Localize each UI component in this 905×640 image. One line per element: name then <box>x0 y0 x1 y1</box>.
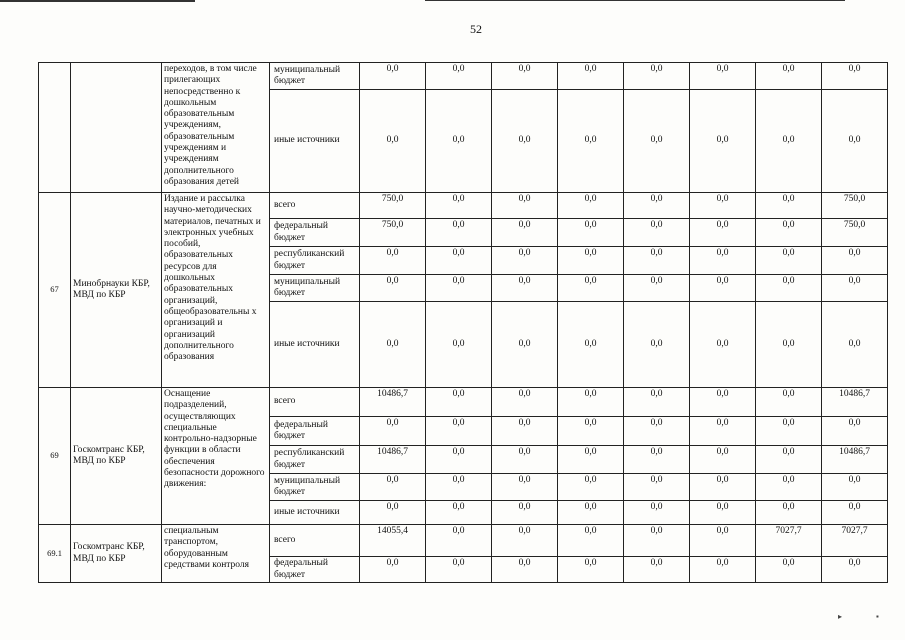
table-row <box>39 193 888 219</box>
amount-cell: 0,0 <box>558 302 624 388</box>
scan-speck: ▪ <box>876 612 879 621</box>
table-row <box>39 525 888 557</box>
amount-cell: 0,0 <box>822 63 888 90</box>
event-description: переходов, в том числе прилегающих непосредственно к дошкольным образовательным учреждениям, образовательным учреждениям и учреждениям дополнительного образования детей <box>162 63 270 193</box>
amount-cell: 0,0 <box>426 63 492 90</box>
amount-cell: 0,0 <box>426 247 492 275</box>
amount-cell: 0,0 <box>558 247 624 275</box>
amount-cell: 0,0 <box>822 247 888 275</box>
amount-cell: 0,0 <box>624 193 690 219</box>
funding-source: федеральный бюджет <box>270 557 360 583</box>
amount-cell: 0,0 <box>624 446 690 474</box>
amount-cell: 0,0 <box>558 501 624 525</box>
amount-cell: 0,0 <box>624 247 690 275</box>
amount-cell: 0,0 <box>624 388 690 417</box>
amount-cell: 0,0 <box>492 193 558 219</box>
amount-cell: 0,0 <box>492 275 558 302</box>
top-rule-left <box>0 0 195 2</box>
amount-cell: 0,0 <box>360 275 426 302</box>
amount-cell: 0,0 <box>756 388 822 417</box>
amount-cell: 0,0 <box>426 275 492 302</box>
funding-source: республиканский бюджет <box>270 247 360 275</box>
amount-cell: 0,0 <box>360 90 426 193</box>
amount-cell: 0,0 <box>426 417 492 446</box>
amount-cell: 0,0 <box>558 193 624 219</box>
amount-cell: 0,0 <box>558 446 624 474</box>
amount-cell: 0,0 <box>492 501 558 525</box>
funding-source: иные источники <box>270 501 360 525</box>
amount-cell: 0,0 <box>426 474 492 501</box>
amount-cell: 0,0 <box>756 446 822 474</box>
amount-cell: 14055,4 <box>360 525 426 557</box>
amount-cell: 0,0 <box>426 193 492 219</box>
amount-cell: 0,0 <box>822 501 888 525</box>
event-description: Издание и рассылка научно-методических материалов, печатных и электронных учебных пособий, образовательных ресурсов для дошкольных образовательных организаций, общеобразовательны х организаций и организаций дополнительного образования <box>162 193 270 388</box>
funding-source: иные источники <box>270 90 360 193</box>
amount-cell: 7027,7 <box>756 525 822 557</box>
amount-cell: 0,0 <box>822 474 888 501</box>
amount-cell: 0,0 <box>690 90 756 193</box>
amount-cell: 0,0 <box>756 557 822 583</box>
amount-cell: 0,0 <box>492 63 558 90</box>
amount-cell: 0,0 <box>360 501 426 525</box>
amount-cell: 0,0 <box>558 557 624 583</box>
amount-cell: 0,0 <box>492 557 558 583</box>
amount-cell: 0,0 <box>558 388 624 417</box>
amount-cell: 0,0 <box>558 90 624 193</box>
table-body <box>39 63 888 583</box>
amount-cell: 0,0 <box>426 501 492 525</box>
amount-cell: 0,0 <box>756 302 822 388</box>
amount-cell: 0,0 <box>822 417 888 446</box>
amount-cell: 0,0 <box>690 446 756 474</box>
responsible-org <box>71 63 162 193</box>
amount-cell: 0,0 <box>360 557 426 583</box>
amount-cell: 0,0 <box>822 557 888 583</box>
amount-cell: 0,0 <box>624 63 690 90</box>
amount-cell: 10486,7 <box>360 446 426 474</box>
amount-cell: 0,0 <box>492 247 558 275</box>
amount-cell: 0,0 <box>690 525 756 557</box>
amount-cell: 0,0 <box>756 275 822 302</box>
amount-cell: 0,0 <box>360 474 426 501</box>
amount-cell: 0,0 <box>624 557 690 583</box>
amount-cell: 750,0 <box>822 193 888 219</box>
amount-cell: 0,0 <box>558 525 624 557</box>
page-number: 52 <box>470 22 482 36</box>
amount-cell: 0,0 <box>492 302 558 388</box>
amount-cell: 0,0 <box>558 417 624 446</box>
scan-speck: ▸ <box>838 612 843 621</box>
amount-cell: 0,0 <box>558 275 624 302</box>
row-number <box>39 63 71 193</box>
amount-cell: 0,0 <box>624 302 690 388</box>
funding-source: муниципальный бюджет <box>270 275 360 302</box>
amount-cell: 0,0 <box>690 63 756 90</box>
amount-cell: 0,0 <box>690 501 756 525</box>
funding-source: муниципальный бюджет <box>270 63 360 90</box>
amount-cell: 0,0 <box>426 388 492 417</box>
amount-cell: 7027,7 <box>822 525 888 557</box>
amount-cell: 0,0 <box>360 63 426 90</box>
amount-cell: 0,0 <box>360 417 426 446</box>
funding-source: всего <box>270 525 360 557</box>
amount-cell: 0,0 <box>690 474 756 501</box>
amount-cell: 0,0 <box>624 525 690 557</box>
amount-cell: 0,0 <box>690 247 756 275</box>
top-rule-right <box>425 0 845 1</box>
amount-cell: 0,0 <box>624 501 690 525</box>
funding-source: федеральный бюджет <box>270 417 360 446</box>
amount-cell: 0,0 <box>558 63 624 90</box>
amount-cell: 0,0 <box>492 219 558 247</box>
amount-cell: 0,0 <box>492 446 558 474</box>
amount-cell: 0,0 <box>426 219 492 247</box>
amount-cell: 750,0 <box>360 193 426 219</box>
amount-cell: 0,0 <box>360 247 426 275</box>
amount-cell: 0,0 <box>756 193 822 219</box>
amount-cell: 0,0 <box>492 388 558 417</box>
amount-cell: 0,0 <box>690 388 756 417</box>
table-row <box>39 388 888 417</box>
funding-source: всего <box>270 388 360 417</box>
amount-cell: 0,0 <box>492 417 558 446</box>
funding-source: федеральный бюджет <box>270 219 360 247</box>
funding-source: иные источники <box>270 302 360 388</box>
responsible-org: Госкомтранс КБР, МВД по КБР <box>71 525 162 583</box>
event-description: Оснащение подразделений, осуществляющих специальные контрольно-надзорные функции в области обеспечения безопасности дорожного движения: <box>162 388 270 525</box>
amount-cell: 0,0 <box>756 501 822 525</box>
amount-cell: 0,0 <box>426 302 492 388</box>
amount-cell: 0,0 <box>492 474 558 501</box>
amount-cell: 0,0 <box>690 557 756 583</box>
amount-cell: 0,0 <box>690 417 756 446</box>
amount-cell: 0,0 <box>624 417 690 446</box>
amount-cell: 0,0 <box>426 90 492 193</box>
amount-cell: 0,0 <box>426 446 492 474</box>
responsible-org: Госкомтранс КБР, МВД по КБР <box>71 388 162 525</box>
amount-cell: 0,0 <box>624 474 690 501</box>
amount-cell: 0,0 <box>690 302 756 388</box>
amount-cell: 0,0 <box>426 525 492 557</box>
amount-cell: 0,0 <box>822 275 888 302</box>
row-number: 69 <box>39 388 71 525</box>
amount-cell: 750,0 <box>360 219 426 247</box>
amount-cell: 0,0 <box>492 525 558 557</box>
amount-cell: 0,0 <box>624 219 690 247</box>
amount-cell: 0,0 <box>690 193 756 219</box>
amount-cell: 10486,7 <box>822 388 888 417</box>
amount-cell: 0,0 <box>558 474 624 501</box>
amount-cell: 750,0 <box>822 219 888 247</box>
responsible-org: Минобрнауки КБР, МВД по КБР <box>71 193 162 388</box>
amount-cell: 0,0 <box>756 474 822 501</box>
amount-cell: 0,0 <box>756 63 822 90</box>
funding-source: республиканский бюджет <box>270 446 360 474</box>
amount-cell: 0,0 <box>822 302 888 388</box>
amount-cell: 0,0 <box>822 90 888 193</box>
table-row <box>39 63 888 90</box>
amount-cell: 0,0 <box>756 417 822 446</box>
amount-cell: 0,0 <box>624 275 690 302</box>
amount-cell: 0,0 <box>624 90 690 193</box>
amount-cell: 0,0 <box>756 247 822 275</box>
row-number: 67 <box>39 193 71 388</box>
amount-cell: 10486,7 <box>822 446 888 474</box>
funding-source: всего <box>270 193 360 219</box>
amount-cell: 0,0 <box>756 219 822 247</box>
amount-cell: 10486,7 <box>360 388 426 417</box>
amount-cell: 0,0 <box>756 90 822 193</box>
event-description: специальным транспортом, оборудованным средствами контроля <box>162 525 270 583</box>
amount-cell: 0,0 <box>492 90 558 193</box>
amount-cell: 0,0 <box>558 219 624 247</box>
budget-table <box>38 62 888 583</box>
funding-source: муниципальный бюджет <box>270 474 360 501</box>
amount-cell: 0,0 <box>690 219 756 247</box>
amount-cell: 0,0 <box>426 557 492 583</box>
amount-cell: 0,0 <box>690 275 756 302</box>
row-number: 69.1 <box>39 525 71 583</box>
amount-cell: 0,0 <box>360 302 426 388</box>
